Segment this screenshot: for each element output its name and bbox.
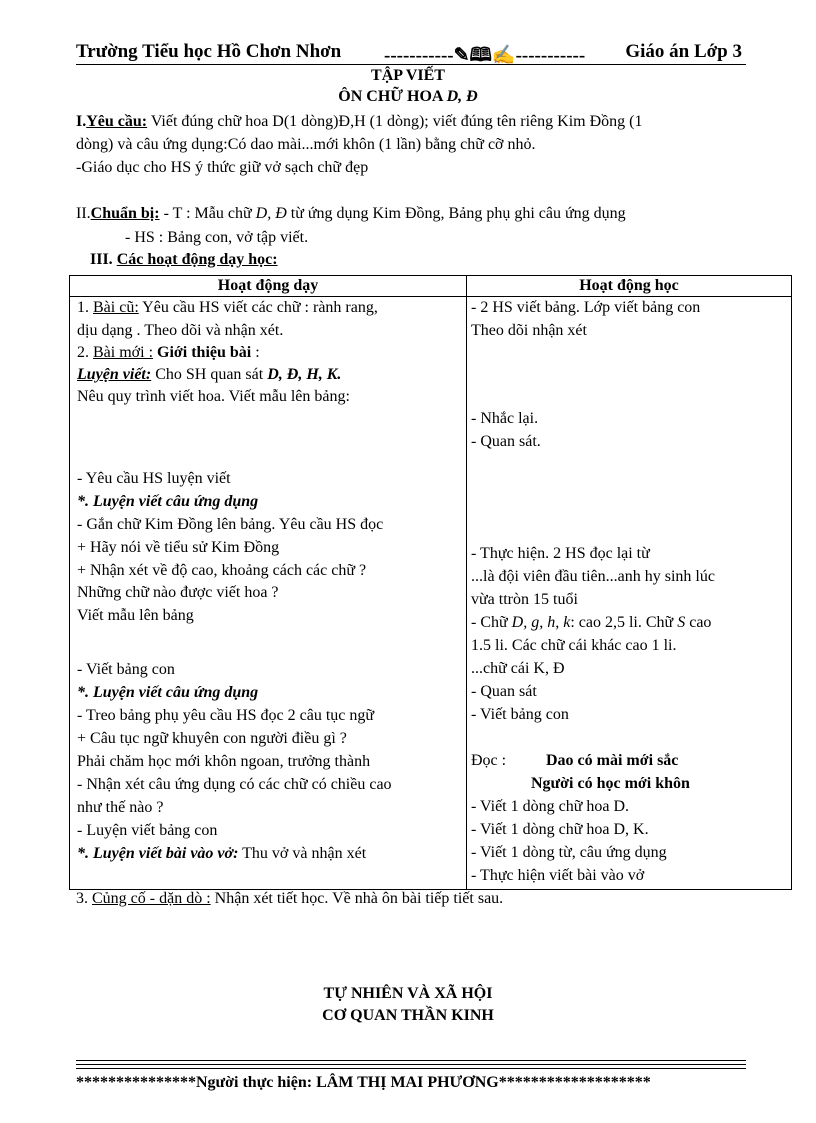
requirements-label: Yêu cầu: <box>86 113 148 130</box>
student-line: Đọc : <box>471 752 507 769</box>
teacher-line: Nêu quy trình viết hoa. Viết mẫu lên bảng: <box>77 388 350 405</box>
col-header-student: Hoạt động học <box>467 276 792 297</box>
teacher-line: *. Luyện viết câu ứng dụng <box>77 684 259 701</box>
student-column <box>467 297 792 890</box>
teacher-line: *. Luyện viết bài vào vở: Thu vở và nhận xét <box>77 845 367 862</box>
student-line: ...chữ cái K, Đ <box>471 660 565 677</box>
student-line: - Quan sát. <box>471 433 541 450</box>
teacher-line: - Yêu cầu HS luyện viết <box>77 470 231 487</box>
student-line: - Viết 1 dòng chữ hoa D. <box>471 798 630 815</box>
student-line: - Thực hiện. 2 HS đọc lại từ <box>471 545 650 562</box>
page-footer: ***************Người thực hiện: LÂM THỊ MAI PHƯƠNG******************* <box>76 1074 651 1091</box>
header-rule <box>76 64 746 65</box>
footer-rule-1 <box>76 1060 746 1061</box>
teacher-line: - Nhận xét câu ứng dụng có các chữ có chiều cao <box>77 776 392 793</box>
prep-student-line: - HS : Bảng con, vở tập viết. <box>125 229 309 246</box>
student-line: - Quan sát <box>471 683 537 700</box>
teacher-line: - Viết bảng con <box>77 661 175 678</box>
teacher-line: 1. Bài cũ: Yêu cầu HS viết các chữ : rành rang, <box>77 299 378 316</box>
prep-label: Chuẩn bị: <box>90 205 160 222</box>
student-line: - Thực hiện viết bài vào vở <box>471 867 645 884</box>
student-line: ...là đội viên đầu tiên...anh hy sinh lúc <box>471 568 715 585</box>
teacher-line: + Hãy nói về tiểu sử Kim Đồng <box>77 539 280 556</box>
student-line: Theo dõi nhận xét <box>471 322 587 339</box>
teacher-line: 2. Bài mới : Giới thiệu bài : <box>77 344 260 361</box>
teacher-line: *. Luyện viết câu ứng dụng <box>77 493 259 510</box>
student-line: - Viết 1 dòng chữ hoa D, K. <box>471 821 649 838</box>
activities-table <box>69 275 792 890</box>
teacher-line: như thế nào ? <box>77 799 164 816</box>
student-line: Người có học mới khôn <box>531 775 690 792</box>
lesson-title: ÔN CHỮ HOA D, Đ <box>338 88 478 105</box>
student-line: - 2 HS viết bảng. Lớp viết bảng con <box>471 299 701 316</box>
closing-line: 3. Củng cố - dặn dò : Nhận xét tiết học. Về nhà ôn bài tiếp tiết sau. <box>76 890 504 907</box>
teacher-line: + Nhận xét về độ cao, khoảng cách các chữ ? <box>77 562 367 579</box>
student-line: - Viết 1 dòng từ, câu ứng dụng <box>471 844 667 861</box>
next-lesson-subject: TỰ NHIÊN VÀ XÃ HỘI <box>323 985 493 1002</box>
teacher-line: Những chữ nào được viết hoa ? <box>77 584 279 601</box>
teacher-line: - Gắn chữ Kim Đồng lên bảng. Yêu cầu HS đọc <box>77 516 384 533</box>
requirements-line-3: -Giáo dục cho HS ý thức giữ vở sạch chữ đẹp <box>76 159 369 176</box>
student-line: - Viết bảng con <box>471 706 569 723</box>
school-name: Trường Tiểu học Hồ Chơn Nhơn <box>76 41 342 62</box>
teacher-column <box>70 297 467 890</box>
lesson-subject: TẬP VIẾT <box>371 67 445 84</box>
teacher-line: - Treo bảng phụ yêu cầu HS đọc 2 câu tục ngữ <box>77 707 375 724</box>
footer-rule-3 <box>76 1068 746 1069</box>
requirements-line-1: I.Yêu cầu: Viết đúng chữ hoa D(1 dòng)Đ,H (1 dòng); viết đúng tên riêng Kim Đồng (1 <box>76 113 643 130</box>
teacher-line: - Luyện viết bảng con <box>77 822 218 839</box>
header-divider: -----------✎🕮✍----------- <box>384 45 586 66</box>
teacher-line: Luyện viết: Cho SH quan sát D, Đ, H, K. <box>77 366 342 383</box>
col-header-teacher: Hoạt động dạy <box>70 276 467 297</box>
page-header <box>76 41 746 65</box>
grade-label: Giáo án Lớp 3 <box>625 41 742 62</box>
teacher-line: Viết mẫu lên bảng <box>77 607 194 624</box>
teacher-line: + Câu tục ngữ khuyên con người điều gì ? <box>77 730 347 747</box>
student-line: Dao có mài mới sắc <box>546 752 679 769</box>
teacher-line: Phải chăm học mới khôn ngoan, trưởng thành <box>77 753 371 770</box>
teacher-line: dịu dạng . Theo dõi và nhận xét. <box>77 322 284 339</box>
requirements-line-2: dòng) và câu ứng dụng:Có dao mài...mới khôn (1 lần) bằng chữ cỡ nhỏ. <box>76 136 536 153</box>
student-line: - Nhắc lại. <box>471 410 539 427</box>
student-line: vừa ttròn 15 tuổi <box>471 591 578 608</box>
student-line: - Chữ D, g, h, k: cao 2,5 li. Chữ S cao <box>471 614 712 631</box>
student-line: 1.5 li. Các chữ cái khác cao 1 li. <box>471 637 677 654</box>
activities-heading: III. Các hoạt động dạy học: <box>90 251 278 268</box>
prep-teacher-line: II.Chuẩn bị: - T : Mẫu chữ D, Đ từ ứng dụng Kim Đồng, Bảng phụ ghi câu ứng dụng <box>76 205 626 222</box>
footer-rule-2 <box>76 1064 746 1065</box>
next-lesson-title: CƠ QUAN THẦN KINH <box>322 1007 494 1024</box>
